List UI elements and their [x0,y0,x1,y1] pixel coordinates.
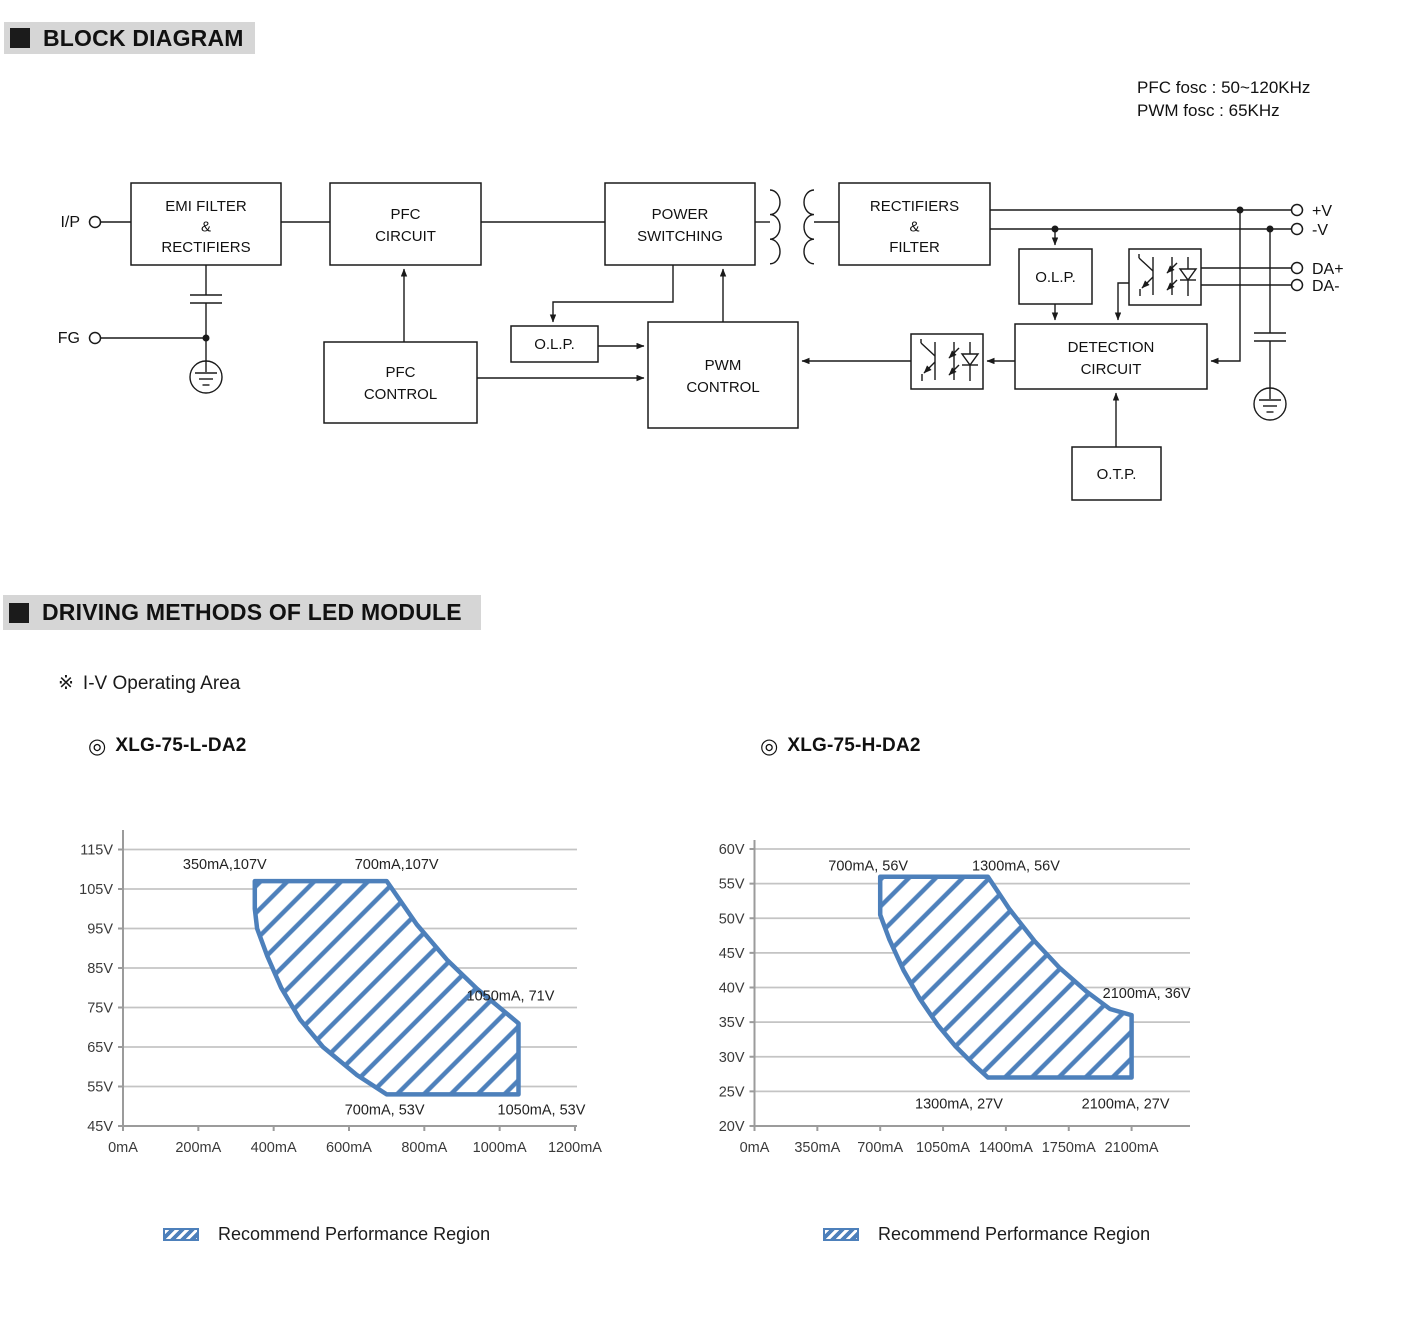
data-point-label: 1300mA, 56V [972,858,1060,875]
terminal-label: DA- [1312,278,1340,295]
block-label: CONTROL [686,379,760,396]
x-axis-tick-label: 1750mA [1041,1140,1096,1156]
transformer-primary-coil [770,190,780,264]
block-label: RECTIFIERS [869,198,960,215]
y-axis-tick-label: 30V [718,1049,745,1066]
x-axis-tick-label: 350mA [794,1140,841,1156]
block-diagram [40,155,1380,525]
y-axis-tick-label: 95V [87,921,113,938]
driving-methods-section-header [3,595,481,630]
block-label: POWER [651,206,709,223]
legend-left [163,1224,490,1245]
transformer-secondary-coil [804,190,814,264]
y-axis-tick-label: 75V [87,1000,113,1017]
section-title: DRIVING METHODS OF LED MODULE [42,599,462,625]
block-label: PFC [390,206,421,223]
iv-operating-area-label: I-V Operating Area [82,672,241,694]
x-axis-tick-label: 0mA [108,1140,138,1156]
junction-dot [1052,226,1059,233]
section-title: BLOCK DIAGRAM [43,24,244,51]
block-label: DETECTION [1067,339,1155,356]
data-point-label: 700mA,107V [354,857,439,874]
data-point-label: 700mA, 53V [344,1102,425,1119]
data-point-label: 700mA, 56V [828,858,909,875]
y-axis-tick-label: 65V [87,1040,113,1056]
terminal-label: +V [1312,203,1333,220]
terminal-label: FG [57,330,80,347]
legend-label: Recommend Performance Region [218,1224,491,1244]
y-axis-tick-label: 55V [87,1079,113,1096]
block-pwm-control [648,322,798,428]
junction-dot [203,335,210,342]
y-axis-tick-label: 60V [718,842,745,858]
x-axis-tick-label: 1000mA [472,1140,527,1156]
block-label: CIRCUIT [375,228,436,245]
block-label: CIRCUIT [1080,361,1142,378]
block-label: O.T.P. [1096,466,1137,483]
x-axis-tick-label: 1050mA [916,1140,971,1156]
data-point-label: 1050mA, 71V [466,988,555,1005]
model-name: XLG-75-H-DA2 [787,735,921,756]
y-axis-tick-label: 20V [718,1119,745,1135]
block-label: PFC [385,364,416,381]
terminal-v-minus [1292,224,1303,235]
section-marker-icon [9,603,29,623]
junction-dot [1237,207,1244,214]
reference-mark-icon: ※ [58,673,74,694]
block-label: SWITCHING [637,228,723,245]
block-label: RECTIFIERS [161,239,251,256]
x-axis-tick-label: 400mA [250,1140,297,1156]
x-axis-tick-label: 1400mA [978,1140,1033,1156]
section-marker-icon [10,28,30,48]
pwm-fosc-note: PWM fosc : 65KHz [1137,101,1280,120]
y-axis-tick-label: 45V [718,945,745,962]
y-axis-tick-label: 35V [718,1015,745,1032]
iv-chart-left [60,800,660,1180]
data-point-label: 1050mA, 53V [497,1102,586,1119]
y-axis-tick-label: 105V [79,882,113,898]
block-label: FILTER [889,239,940,256]
block-label: CONTROL [363,386,438,403]
x-axis-tick-label: 200mA [175,1140,222,1156]
block-pfc-circuit [330,183,481,265]
legend-right [823,1224,1150,1245]
pfc-fosc-note: PFC fosc : 50~120KHz [1137,78,1311,97]
terminal-fg [90,333,101,344]
signal-arrow [553,265,673,322]
iv-chart-right [700,800,1350,1180]
double-circle-icon: ◎ [760,734,779,758]
terminal-v-plus [1292,205,1303,216]
model-name: XLG-75-L-DA2 [115,735,247,756]
block-label: & [909,218,920,236]
oscillator-frequency-note [1137,76,1310,122]
data-point-label: 350mA,107V [182,857,267,874]
junction-dot [1267,226,1274,233]
terminal-ip [90,217,101,228]
terminal-label: -V [1312,222,1328,239]
block-detection [1015,324,1207,389]
block-pfc-control [324,342,477,423]
y-axis-tick-label: 55V [718,876,745,893]
data-point-label: 2100mA, 27V [1081,1096,1170,1113]
x-axis-tick-label: 800mA [401,1140,448,1156]
hatch-swatch-icon [823,1228,859,1241]
block-label: PWM [704,357,742,374]
chart-title-right [760,735,921,757]
recommend-performance-region [880,877,1131,1078]
chart-title-left [88,735,247,757]
iv-operating-area-heading [58,672,240,695]
y-axis-tick-label: 25V [718,1084,745,1101]
block-label: & [200,218,212,236]
y-axis-tick-label: 50V [718,911,745,928]
block-label: O.L.P. [534,336,575,353]
y-axis-tick-label: 85V [87,961,113,977]
x-axis-tick-label: 0mA [739,1140,770,1156]
terminal-da-plus [1292,263,1303,274]
legend-label: Recommend Performance Region [878,1224,1151,1244]
x-axis-tick-label: 2100mA [1104,1140,1159,1156]
x-axis-tick-label: 600mA [326,1140,372,1156]
signal-arrow [1118,283,1129,320]
block-label: O.L.P. [1035,269,1076,286]
y-axis-tick-label: 45V [87,1119,113,1135]
double-circle-icon: ◎ [88,734,107,758]
data-point-label: 1300mA, 27V [915,1096,1003,1113]
terminal-label: DA+ [1312,261,1344,278]
y-axis-tick-label: 115V [80,842,113,859]
hatch-swatch-icon [163,1228,199,1241]
x-axis-tick-label: 700mA [857,1140,904,1156]
terminal-da-minus [1292,280,1303,291]
terminal-label: I/P [60,214,80,231]
data-point-label: 2100mA, 36V [1102,986,1191,1003]
block-diagram-section-header [4,22,255,54]
x-axis-tick-label: 1200mA [547,1140,602,1156]
y-axis-tick-label: 40V [718,980,745,997]
block-label: EMI FILTER [165,198,247,215]
block-power-switching [605,183,755,265]
